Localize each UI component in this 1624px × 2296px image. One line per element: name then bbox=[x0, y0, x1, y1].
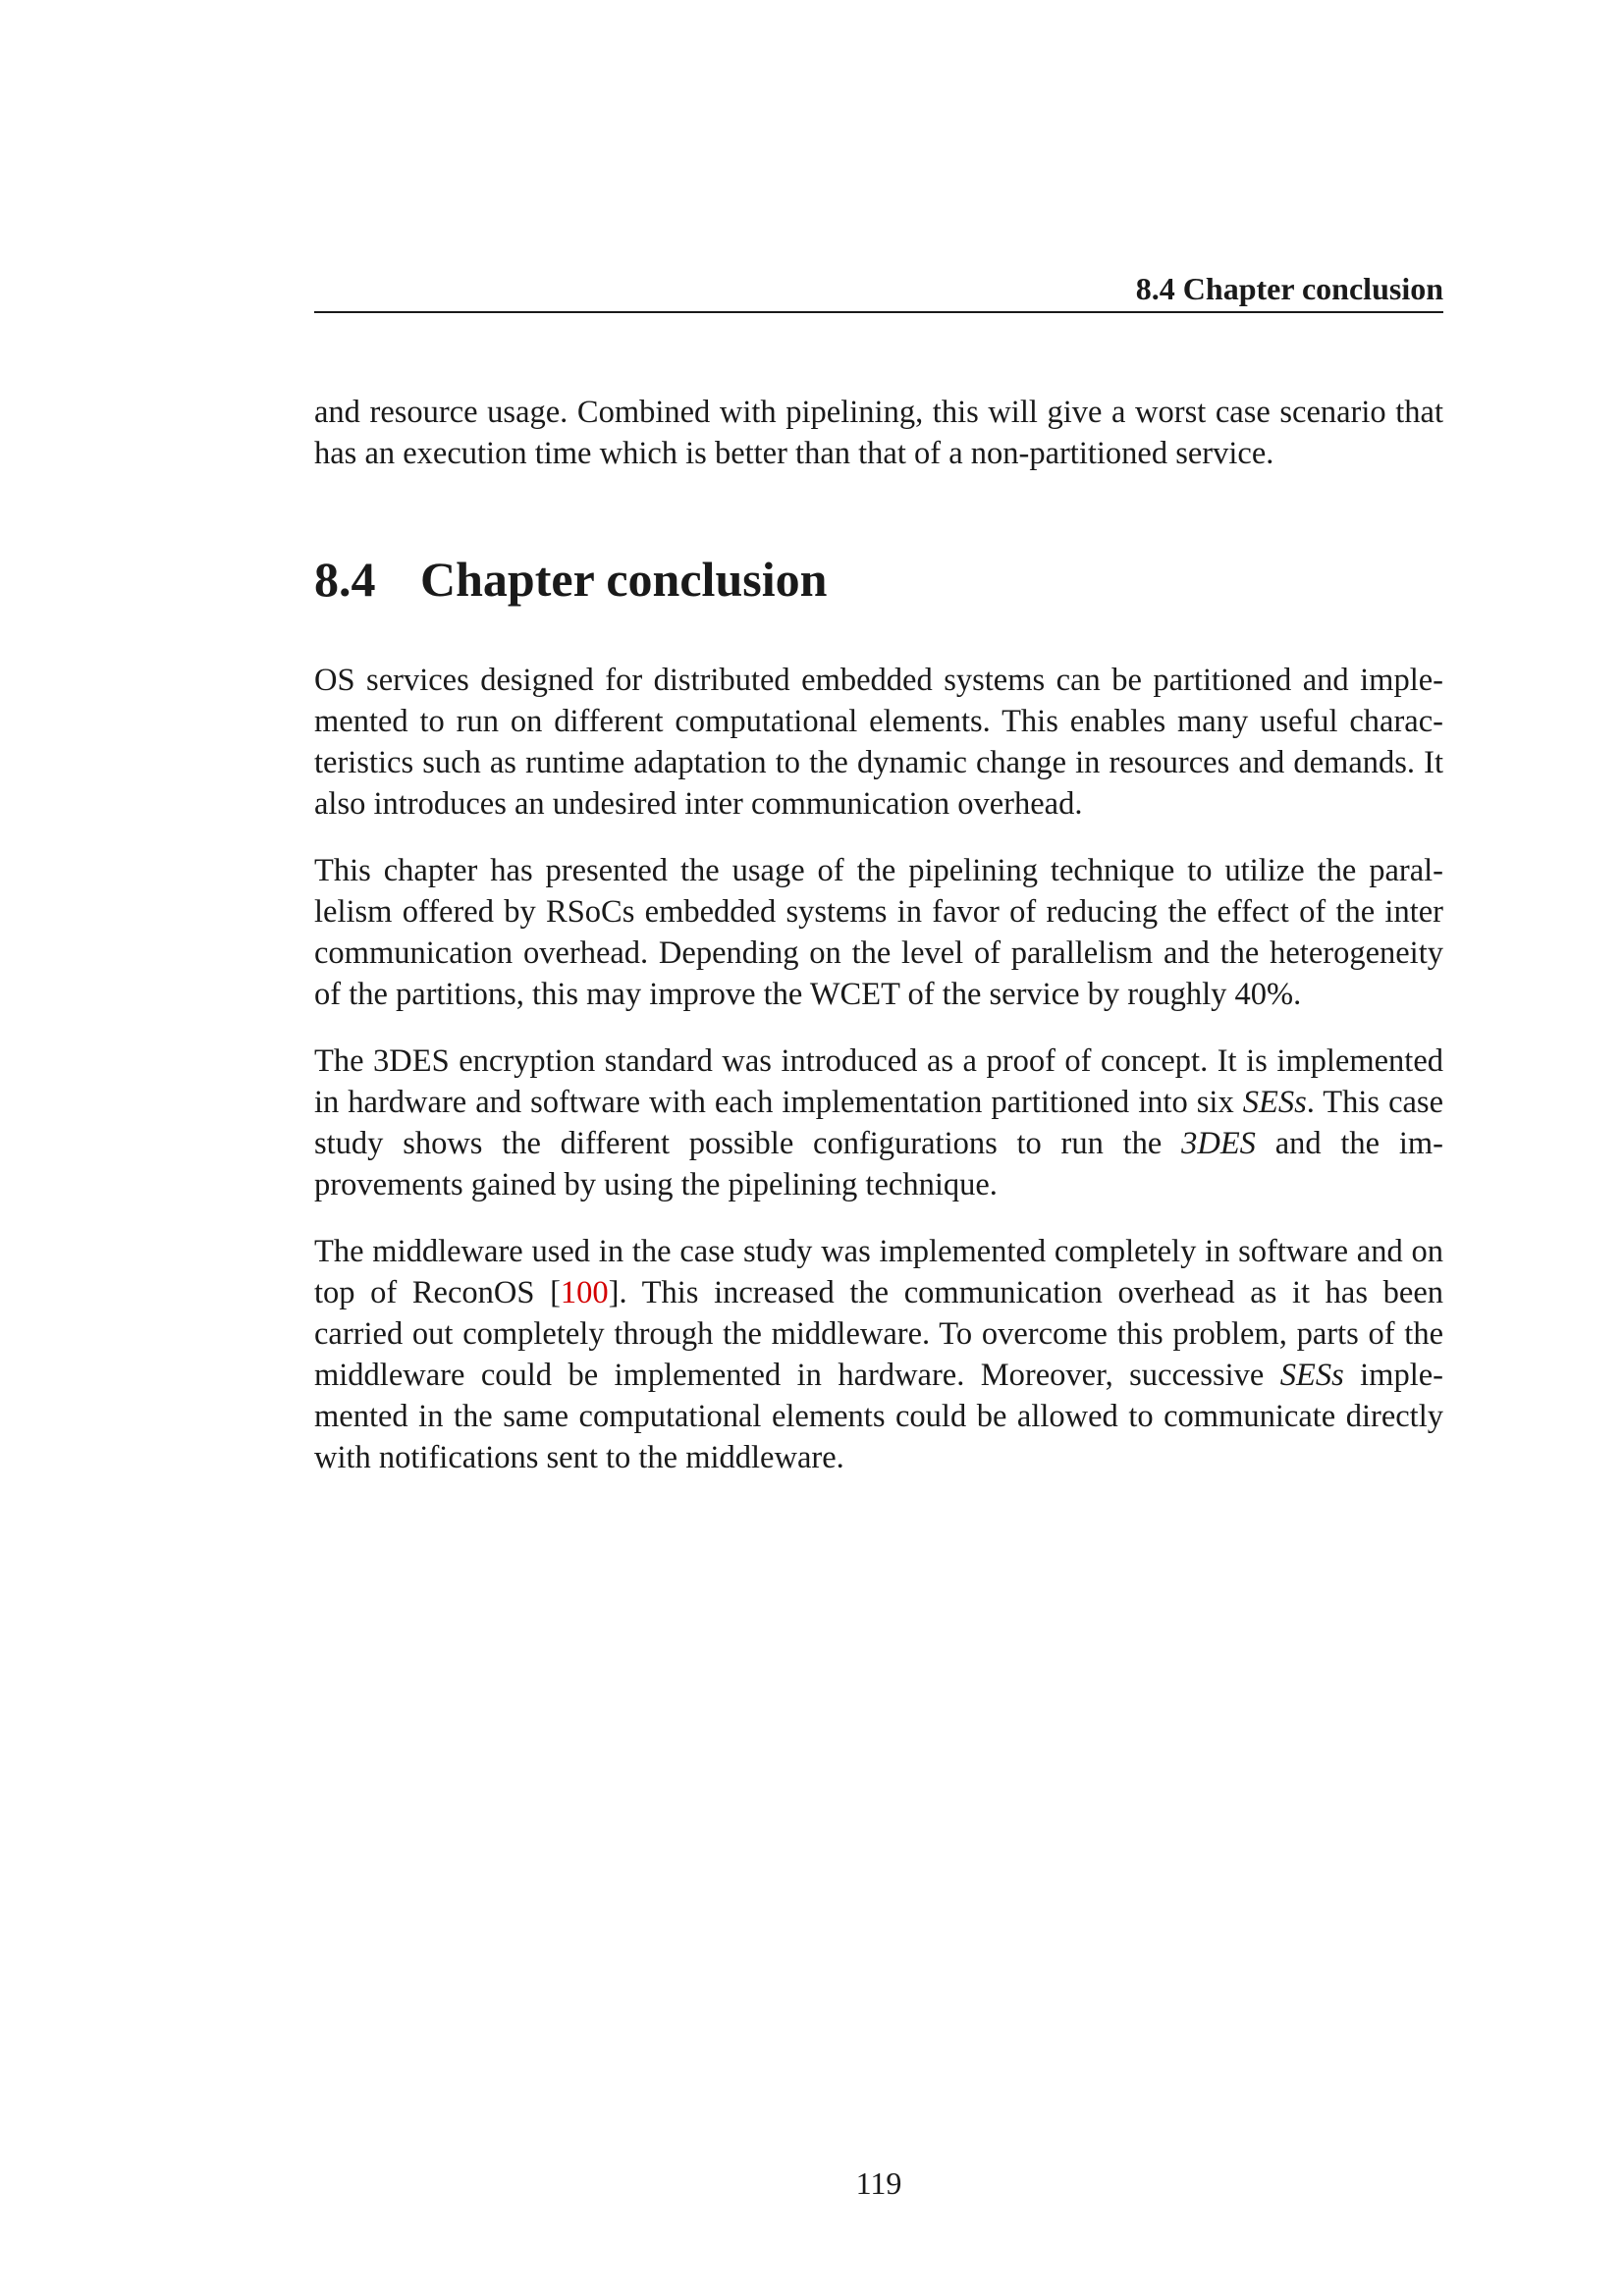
page-number: 119 bbox=[855, 2165, 902, 2201]
section-heading bbox=[314, 550, 827, 609]
paragraph-1: OS services designed for distributed embedded systems can be partitioned and implemented to run on different computational elements. This enables many useful characteristics such as runtime adaptation to the dynamic change in resources and demands. It also introduces an undesired inter communication overhead. bbox=[314, 663, 1443, 822]
continuation-paragraph: and resource usage. Combined with pipelining, this will give a worst case scenario that has an execution time which is better than that of a non-partitioned service. bbox=[314, 395, 1443, 471]
math-ses: SESs bbox=[1279, 1358, 1344, 1393]
paragraph-4-text-1: The middleware used in the case study was implemented completely in software and on top of ReconOS [ bbox=[314, 1234, 1443, 1310]
paragraph-4-text-2: ]. This increased the communication overhead as it has been carried out completely through the middleware. To overcome this problem, parts of the middleware could be implemented in hardware. Moreover, successive bbox=[314, 1275, 1443, 1393]
running-header: 8.4 Chapter conclusion bbox=[1135, 271, 1443, 306]
paragraph-2: This chapter has presented the usage of the pipelining technique to utilize the parallelism offered by RSoCs embedded systems in favor of reducing the effect of the inter communication overhead. Depending on the level of parallelism and the heterogeneity of the partitions, this may improve the WCET of the service by roughly 40%. bbox=[314, 853, 1443, 1012]
paragraph-3 bbox=[314, 1041, 1443, 1205]
paragraph-3-text-1: The 3DES encryption standard was introduced as a proof of concept. It is implemented in hardware and software with each implementation partitioned into six bbox=[314, 1043, 1443, 1120]
section-title: Chapter conclusion bbox=[420, 552, 828, 607]
paper-page bbox=[314, 0, 1443, 2296]
paragraph-3-text-2: . This case study shows the different possible configurations to run the bbox=[314, 1085, 1443, 1161]
section-number: 8.4 bbox=[314, 552, 376, 607]
citation-link[interactable]: 100 bbox=[560, 1275, 609, 1310]
math-ses: SESs bbox=[1242, 1085, 1307, 1120]
paragraph-4 bbox=[314, 1231, 1443, 1478]
header-rule bbox=[314, 311, 1443, 313]
paragraph-4-text-3: implemented in the same computational elements could be allowed to communicate directly with notifications sent to the middleware. bbox=[314, 1358, 1443, 1475]
math-3des: 3DES bbox=[1181, 1126, 1256, 1161]
paragraph-3-text-3: and the improvements gained by using the pipelining technique. bbox=[314, 1126, 1443, 1202]
